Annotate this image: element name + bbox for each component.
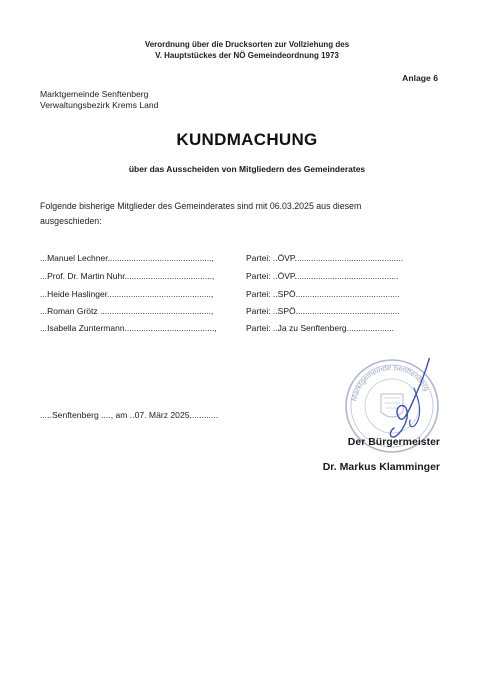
district-name: Verwaltungsbezirk Krems Land	[40, 100, 159, 110]
place-date: .....Senftenberg ...., am ..07. März 2025............	[40, 410, 219, 420]
document-title: KUNDMACHUNG	[176, 130, 318, 149]
intro-line2: ausgeschieden:	[40, 216, 102, 226]
member-name: ...Heide Haslinger............................................,	[40, 289, 214, 299]
member-party: Partei: ..SPÖ............................................	[246, 306, 400, 316]
member-party: Partei: ..ÖVP..............................................	[246, 253, 404, 263]
member-name: ...Isabella Zuntermann......................................,	[40, 323, 217, 333]
signatory-name: Dr. Markus Klamminger	[322, 461, 440, 473]
regulation-header-line2: V. Hauptstückes der NÖ Gemeindeordnung 1973	[155, 51, 339, 60]
member-name: ...Prof. Dr. Martin Nuhr.....................................,	[40, 271, 215, 281]
svg-text:Marktgemeinde Senftenberg: Marktgemeinde Senftenberg	[349, 362, 432, 402]
member-party: Partei: ..ÖVP............................................	[246, 271, 399, 281]
document-subtitle: über das Ausscheiden von Mitgliedern des Gemeinderates	[128, 164, 366, 174]
annex-label: Anlage 6	[402, 73, 438, 83]
signatory-title: Der Bürgermeister	[347, 436, 440, 448]
intro-line1: Folgende bisherige Mitglieder des Gemeinderates sind mit 06.03.2025 aus diesem	[40, 201, 362, 211]
municipality-name: Marktgemeinde Senftenberg	[40, 89, 149, 99]
member-name: ...Manuel Lechner............................................,	[40, 253, 214, 263]
member-name: ...Roman Grötz ...............................................,	[40, 306, 214, 316]
regulation-header-line1: Verordnung über die Drucksorten zur Vollziehung des	[144, 40, 350, 49]
member-party: Partei: ..SPÖ............................................	[246, 289, 400, 299]
member-party: Partei: ..Ja zu Senftenberg....................	[246, 323, 394, 333]
